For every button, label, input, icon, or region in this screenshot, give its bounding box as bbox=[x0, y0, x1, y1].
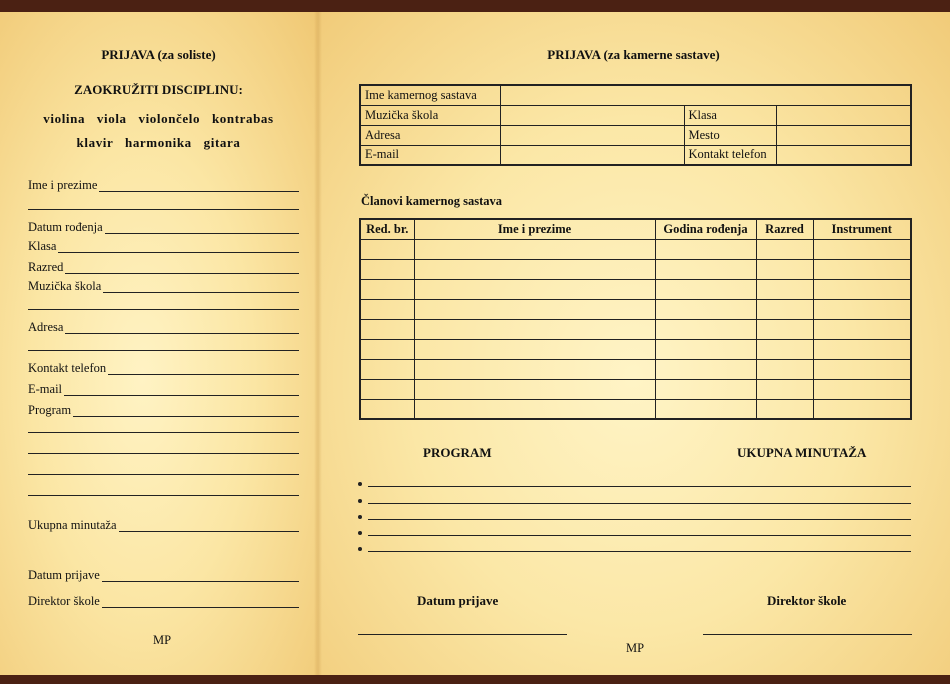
member-cell[interactable] bbox=[813, 339, 911, 359]
application-date-signature-line[interactable] bbox=[358, 634, 567, 635]
member-cell[interactable] bbox=[360, 299, 414, 319]
razred-label: Razred bbox=[28, 260, 64, 274]
top-border bbox=[0, 0, 950, 12]
member-cell[interactable] bbox=[414, 339, 655, 359]
name-label: Ime i prezime bbox=[28, 178, 98, 192]
member-cell[interactable] bbox=[655, 319, 756, 339]
table-row bbox=[360, 259, 911, 279]
program-entry-1[interactable] bbox=[358, 475, 911, 487]
member-cell[interactable] bbox=[360, 319, 414, 339]
table-row bbox=[360, 239, 911, 259]
bottom-border bbox=[0, 675, 950, 684]
bullet-icon bbox=[358, 531, 362, 535]
member-cell[interactable] bbox=[813, 319, 911, 339]
email-line[interactable] bbox=[64, 384, 299, 396]
program-line[interactable] bbox=[73, 405, 299, 417]
table-row bbox=[360, 145, 911, 165]
program-entry-line[interactable] bbox=[368, 551, 911, 552]
solo-form-title: PRIJAVA (za soliste) bbox=[101, 47, 216, 62]
members-header-row bbox=[360, 219, 911, 239]
program-entry-3[interactable] bbox=[358, 508, 911, 520]
member-cell[interactable] bbox=[655, 399, 756, 419]
ensemble-form-title: PRIJAVA (za kamerne sastave) bbox=[547, 47, 720, 62]
birthdate-field bbox=[28, 218, 299, 234]
member-cell[interactable] bbox=[813, 299, 911, 319]
application-date-label: Datum prijave bbox=[28, 568, 100, 582]
member-cell[interactable] bbox=[414, 299, 655, 319]
member-cell[interactable] bbox=[756, 379, 813, 399]
program-line-4[interactable] bbox=[28, 474, 299, 475]
phone-field bbox=[28, 359, 299, 375]
member-cell[interactable] bbox=[655, 339, 756, 359]
member-cell[interactable] bbox=[360, 359, 414, 379]
address-label: Adresa bbox=[360, 125, 500, 145]
address-input[interactable] bbox=[500, 125, 684, 145]
member-cell[interactable] bbox=[360, 399, 414, 419]
phone-label: Kontakt telefon bbox=[28, 361, 107, 375]
ensemble-info-table bbox=[359, 84, 912, 166]
member-cell[interactable] bbox=[655, 279, 756, 299]
members-table bbox=[359, 218, 912, 420]
members-heading: Članovi kamernog sastava bbox=[361, 194, 502, 208]
member-cell[interactable] bbox=[414, 319, 655, 339]
member-cell[interactable] bbox=[813, 359, 911, 379]
klasa-field bbox=[28, 237, 299, 253]
razred-line[interactable] bbox=[65, 262, 299, 274]
member-cell[interactable] bbox=[360, 379, 414, 399]
bullet-icon bbox=[358, 499, 362, 503]
table-row bbox=[360, 339, 911, 359]
klasa-input[interactable] bbox=[776, 105, 911, 125]
phone-input[interactable] bbox=[776, 145, 911, 165]
table-row bbox=[360, 279, 911, 299]
razred-field bbox=[28, 258, 299, 274]
application-date-heading: Datum prijave bbox=[417, 593, 499, 608]
member-cell[interactable] bbox=[655, 379, 756, 399]
member-cell[interactable] bbox=[756, 299, 813, 319]
total-duration-line[interactable] bbox=[119, 520, 299, 532]
column-header: Razred bbox=[756, 219, 813, 239]
director-signature-line[interactable] bbox=[703, 634, 912, 635]
member-cell[interactable] bbox=[360, 279, 414, 299]
member-cell[interactable] bbox=[360, 259, 414, 279]
phone-label: Kontakt telefon bbox=[684, 145, 776, 165]
email-input[interactable] bbox=[500, 145, 684, 165]
klasa-label: Klasa bbox=[684, 105, 776, 125]
discipline-heading: ZAOKRUŽITI DISCIPLINU: bbox=[74, 82, 243, 97]
bullet-icon bbox=[358, 547, 362, 551]
email-field bbox=[28, 380, 299, 396]
member-cell[interactable] bbox=[756, 279, 813, 299]
member-cell[interactable] bbox=[655, 359, 756, 379]
member-cell[interactable] bbox=[756, 399, 813, 419]
table-row bbox=[360, 105, 911, 125]
member-cell[interactable] bbox=[813, 399, 911, 419]
stamp-placeholder: MP bbox=[626, 641, 645, 655]
school-label: Muzička škola bbox=[360, 105, 500, 125]
school-input[interactable] bbox=[500, 105, 684, 125]
program-line-3[interactable] bbox=[28, 453, 299, 454]
director-label: Direktor škole bbox=[28, 594, 100, 608]
klasa-label: Klasa bbox=[28, 239, 57, 253]
table-row bbox=[360, 125, 911, 145]
program-field bbox=[28, 401, 299, 417]
birthdate-label: Datum rođenja bbox=[28, 220, 103, 234]
application-date-line[interactable] bbox=[102, 570, 299, 582]
program-entry-5[interactable] bbox=[358, 540, 911, 552]
birthdate-line[interactable] bbox=[105, 222, 299, 234]
name-field bbox=[28, 176, 299, 192]
member-cell[interactable] bbox=[414, 239, 655, 259]
name-line[interactable] bbox=[99, 180, 299, 192]
member-cell[interactable] bbox=[756, 239, 813, 259]
director-field bbox=[28, 592, 299, 608]
member-cell[interactable] bbox=[360, 339, 414, 359]
member-cell[interactable] bbox=[813, 239, 911, 259]
column-header: Godina rođenja bbox=[655, 219, 756, 239]
school-label: Muzička škola bbox=[28, 279, 102, 293]
table-row bbox=[360, 85, 911, 105]
stamp-placeholder: MP bbox=[153, 633, 172, 647]
member-cell[interactable] bbox=[813, 259, 911, 279]
school-line[interactable] bbox=[103, 281, 299, 293]
ensemble-name-label: Ime kamernog sastava bbox=[360, 85, 500, 105]
address-field bbox=[28, 318, 299, 334]
phone-line[interactable] bbox=[108, 363, 299, 375]
director-line[interactable] bbox=[102, 596, 299, 608]
ensemble-name-input[interactable] bbox=[500, 85, 911, 105]
bullet-icon bbox=[358, 482, 362, 486]
table-row bbox=[360, 399, 911, 419]
total-duration-heading: UKUPNA MINUTAŽA bbox=[737, 445, 867, 460]
place-label: Mesto bbox=[684, 125, 776, 145]
table-row bbox=[360, 359, 911, 379]
member-cell[interactable] bbox=[756, 319, 813, 339]
school-field bbox=[28, 277, 299, 293]
program-line-2[interactable] bbox=[28, 432, 299, 433]
table-row bbox=[360, 379, 911, 399]
total-duration-label: Ukupna minutaža bbox=[28, 518, 117, 532]
column-header: Ime i prezime bbox=[414, 219, 655, 239]
member-cell[interactable] bbox=[414, 379, 655, 399]
member-cell[interactable] bbox=[414, 279, 655, 299]
email-label: E-mail bbox=[28, 382, 63, 396]
application-date-field bbox=[28, 566, 299, 582]
member-cell[interactable] bbox=[756, 259, 813, 279]
member-cell[interactable] bbox=[360, 239, 414, 259]
member-cell[interactable] bbox=[655, 259, 756, 279]
email-label: E-mail bbox=[360, 145, 500, 165]
bullet-icon bbox=[358, 515, 362, 519]
program-entry-line[interactable] bbox=[368, 503, 911, 504]
address-line[interactable] bbox=[65, 322, 299, 334]
column-header: Instrument bbox=[813, 219, 911, 239]
member-cell[interactable] bbox=[756, 359, 813, 379]
member-cell[interactable] bbox=[655, 239, 756, 259]
program-entry-line[interactable] bbox=[368, 519, 911, 520]
member-cell[interactable] bbox=[756, 339, 813, 359]
program-entry-line[interactable] bbox=[368, 486, 911, 487]
member-cell[interactable] bbox=[414, 399, 655, 419]
director-heading: Direktor škole bbox=[767, 593, 847, 608]
discipline-options-row-2: klavir harmonika gitara bbox=[76, 135, 241, 150]
column-header: Red. br. bbox=[360, 219, 414, 239]
school-extra-line[interactable] bbox=[28, 309, 299, 310]
member-cell[interactable] bbox=[655, 299, 756, 319]
program-label: Program bbox=[28, 403, 72, 417]
place-input[interactable] bbox=[776, 125, 911, 145]
total-duration-field bbox=[28, 516, 299, 532]
table-row bbox=[360, 319, 911, 339]
klasa-line[interactable] bbox=[58, 241, 299, 253]
member-cell[interactable] bbox=[813, 279, 911, 299]
program-entry-4[interactable] bbox=[358, 524, 911, 536]
member-cell[interactable] bbox=[813, 379, 911, 399]
member-cell[interactable] bbox=[414, 259, 655, 279]
table-row bbox=[360, 299, 911, 319]
member-cell[interactable] bbox=[414, 359, 655, 379]
program-entry-line[interactable] bbox=[368, 535, 911, 536]
name-extra-line[interactable] bbox=[28, 209, 299, 210]
program-entry-2[interactable] bbox=[358, 492, 911, 504]
address-extra-line[interactable] bbox=[28, 350, 299, 351]
discipline-options-row-1: violina viola violončelo kontrabas bbox=[43, 111, 274, 126]
program-line-5[interactable] bbox=[28, 495, 299, 496]
program-heading: PROGRAM bbox=[423, 445, 492, 460]
address-label: Adresa bbox=[28, 320, 64, 334]
